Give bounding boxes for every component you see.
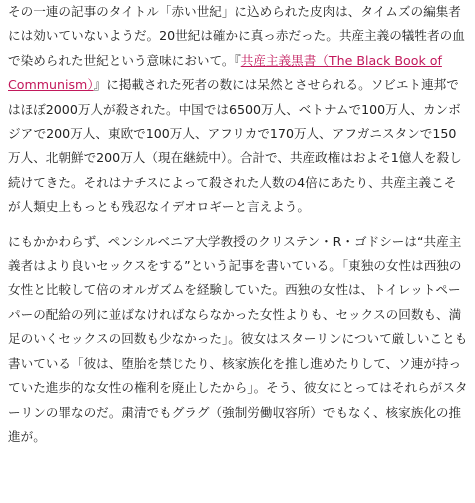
paragraph-1-text-before-link: その一連の記事のタイトル「赤い世紀」に込められた皮肉は、タイムズの編集者には効いていないようだ。20世紀は確かに真っ赤だった。共産主義の犠牲者の血で染められた世紀という意味において。『	[8, 4, 465, 68]
article-body	[8, 0, 468, 449]
article-paragraph-2: にもかかわらず、ペンシルベニア大学教授のクリステン・R・ゴドシーは“共産主義者はより良いセックスをする”という記事を書いている。「東独の女性は西独の女性と比較して倍のオルガズムを経験していた。西独の女性は、トイレットペーパーの配給の列に並ばなければならなかった女性よりも、セックスの回数も、満足のいくセックスの回数も少なかった」。彼女はスターリンについて厳しいことも書いている「彼は、堕胎を禁じたり、核家族化を推し進めたりして、ソ連が持っていた進歩的な女性の権利を廃止したから」。そう、彼女にとってはそれらがスターリンの罪なのだ。粛清でもグラグ（強制労働収容所）でもなく、核家族化の推進が。	[8, 233, 468, 444]
black-book-of-communism-link[interactable]: 共産主義黒書（The Black Book of Communism）	[8, 52, 442, 93]
article-paragraph-1	[8, 0, 468, 220]
paragraph-1-text-after-link: 』に掲載された死者の数には呆然とさせられる。ソビエト連邦ではほぼ2000万人が殺された。中国では6500万人、ベトナムで100万人、カンボジアで200万人、東欧で100万人、アフリカで170万人、アフガニスタンで150万人、北朝鮮で200万人（現在継続中）。合計で、共産政権はおよそ1億人を殺し続けてきた。それはナチスによって殺された人数の4倍にあたり、共産主義こそが人類史上もっとも残忍なイデオロギーと言えよう。	[8, 77, 462, 215]
